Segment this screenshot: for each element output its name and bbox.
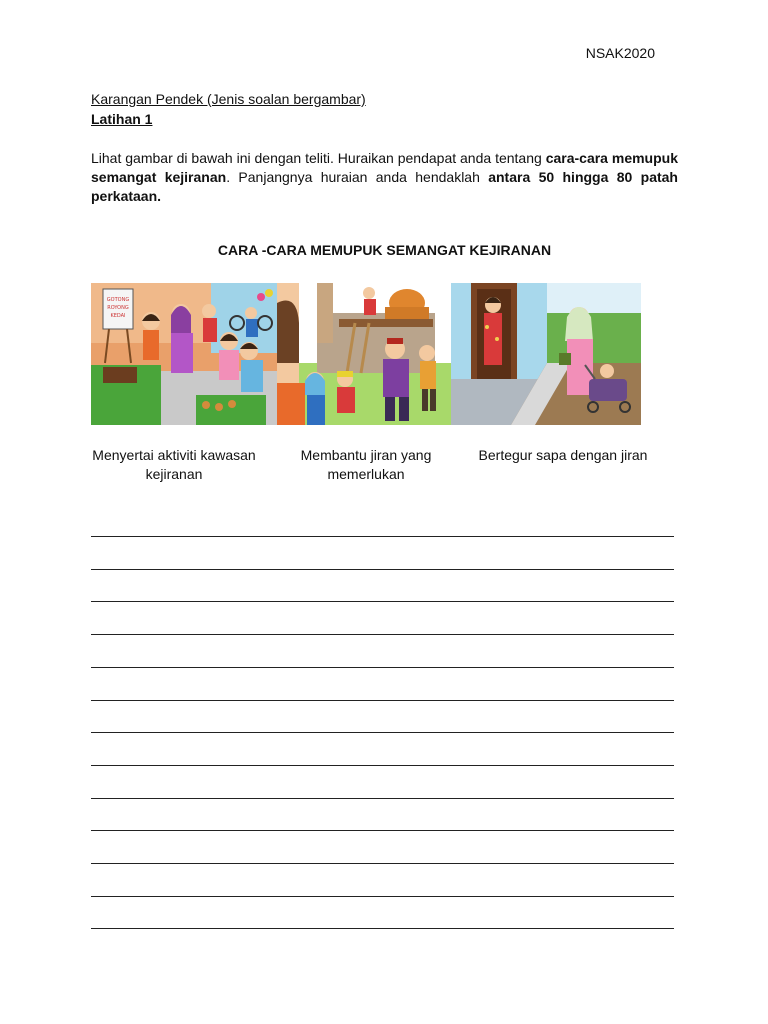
document-code: NSAK2020	[585, 45, 655, 61]
caption-greeting-line-1: Bertegur sapa dengan jiran	[478, 447, 648, 463]
answer-line[interactable]	[91, 830, 674, 831]
instruction-bold-1: cara-cara memupuk	[545, 150, 678, 166]
picture-neighbourhood-activity	[91, 283, 277, 425]
instruction-bold-2: semangat kejiranan	[91, 169, 227, 185]
instruction-paragraph	[91, 149, 678, 206]
answer-line[interactable]	[91, 896, 674, 897]
picture-helping-neighbours	[277, 283, 451, 425]
instruction-text-2: . Panjangnya huraian anda hendaklah	[226, 169, 489, 185]
caption-help-line-2: memerlukan	[327, 466, 405, 482]
answer-line[interactable]	[91, 765, 674, 766]
instruction-bold-3: antara 50 hingga 80 patah	[488, 169, 678, 185]
instruction-bold-4: perkataan.	[91, 188, 162, 204]
answer-line[interactable]	[91, 928, 674, 929]
answer-line[interactable]	[91, 667, 674, 668]
caption-activity-line-2: kejiranan	[145, 466, 203, 482]
poster-text-1: GOTONG	[106, 297, 130, 303]
caption-greeting	[473, 446, 653, 465]
answer-line[interactable]	[91, 732, 674, 733]
answer-line[interactable]	[91, 798, 674, 799]
answer-line[interactable]	[91, 634, 674, 635]
caption-activity-line-1: Menyertai aktiviti kawasan	[92, 447, 256, 463]
answer-line[interactable]	[91, 863, 674, 864]
section-title: CARA -CARA MEMUPUK SEMANGAT KEJIRANAN	[217, 242, 552, 258]
poster-text-3: KEDAI	[110, 313, 126, 319]
caption-activity	[84, 446, 264, 484]
poster-text-2: ROYONG	[107, 305, 129, 311]
caption-help-line-1: Membantu jiran yang	[300, 447, 432, 463]
picture-greeting-neighbours	[451, 283, 641, 425]
answer-line[interactable]	[91, 700, 674, 701]
answer-line[interactable]	[91, 601, 674, 602]
answer-line[interactable]	[91, 536, 674, 537]
worksheet-title: Karangan Pendek (Jenis soalan bergambar)	[91, 91, 366, 107]
caption-help	[276, 446, 456, 484]
illustration-strip	[91, 283, 641, 425]
exercise-label: Latihan 1	[91, 111, 153, 127]
instruction-text-1: Lihat gambar di bawah ini dengan teliti. Huraikan pendapat anda tentang	[91, 150, 546, 166]
answer-line[interactable]	[91, 569, 674, 570]
